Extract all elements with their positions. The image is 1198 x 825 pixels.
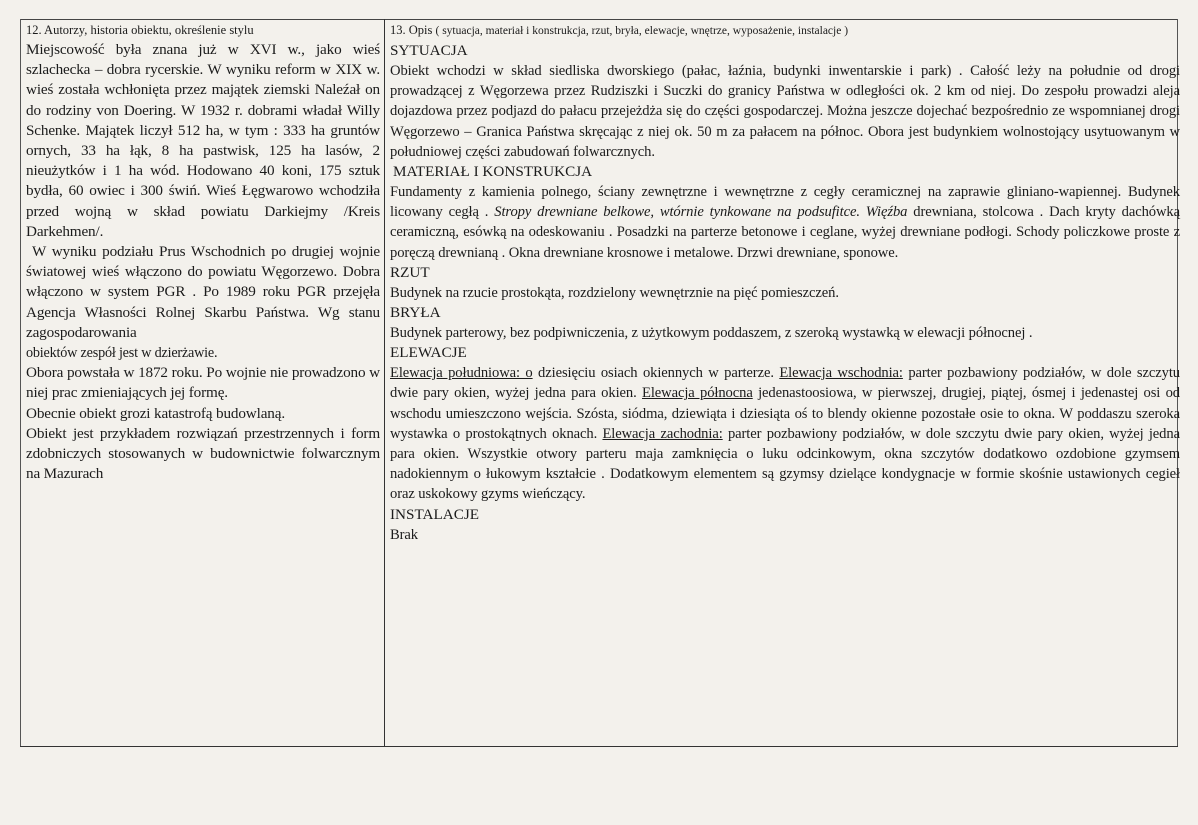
elewacja-polnocna-text: jedenastoosiowa, w pierwszej, drugiej, piątej, ósmej i jedenastej osi od wschodu umieszczono wejścia. Szósta, siódma, dziewiąta i dziesiąta oś to blendy okienne pozostałe osie to okna. W poddaszu szeroka wystawka o prostokątnych oknach.: [390, 385, 1180, 442]
section-material-text: [390, 182, 1180, 263]
top-rule: [20, 19, 1178, 20]
section-bryla-title: BRYŁA: [390, 304, 441, 322]
history-heading: 12. Autorzy, historia obiektu, określenie stylu: [26, 23, 254, 37]
left-rule: [20, 19, 21, 746]
history-paragraph-2: [26, 242, 380, 343]
bottom-rule: [20, 746, 1178, 747]
elewacja-poludniowa-text: dziesięciu osiach okiennych w parterze.: [538, 365, 774, 382]
material-text-b: Stropy drewniane belkowe, wtórnie tynkowane na podsufitce. Więźba: [494, 204, 908, 221]
section-sytuacja-text: Obiekt wchodzi w skład siedliska dworskiego (pałac, łaźnia, budynki inwentarskie i park) . Całość leży na południe od drogi prowadzącej z Węgorzewa przez Rudziszki i Suczki do granicy Państwa w odległości ok. 2 km od niej. Do zespołu prowadzi aleja dojazdowa przez podjazd do pałacu przejeżdża się do części gospodarczej. Można jeszcze dojechać bezpośrednio ze wspomnianej drogi Węgorzewo – Granica Państwa skręcając z niej ok. 50 m za pałacem na północ. Obora jest budynkiem wolnostojący usytuowanym w południowej części zabudowań folwarcznych.: [390, 63, 1180, 160]
elewacja-wschodnia-label: Elewacja wschodnia:: [779, 365, 903, 382]
history-paragraph-1: Miejscowość była znana już w XVI w., jako wieś szlachecka – dobra rycerskie. W wyniku reform w XIX w. wieś została wchłonięta przez majątek ziemski Naleźał on do rodziny von Doering. W 1932 r. dobrami władał Willy Schenke. Majątek liczył 512 ha, w tym : 333 ha gruntów ornych, 33 ha łąk, 8 ha pastwisk, 125 ha lasów, 2 nieużytków i 1 ha wód. Hodowano 40 koni, 175 sztuk bydła, 60 owiec i 300 świń. Wieś Łęgwarowo wchodziła przed wojną w skład powiatu Darkiejmy /Kreis Darkehmen/.: [26, 41, 380, 240]
history-paragraph-3-end: Obecnie obiekt grozi katastrofą budowlaną.: [26, 404, 285, 422]
history-column: [26, 22, 380, 484]
elewacja-wschodnia-text: parter pozbawiony podziałów, w dole szczytu dwie pary okien, wyżej jedna para okien.: [390, 365, 1180, 402]
history-paragraph-2-end: obiektów zespół jest w dzierżawie.: [26, 345, 218, 362]
elewacja-polnocna-label: Elewacja północna: [642, 385, 753, 402]
section-instalacje-title: INSTALACJE: [390, 505, 480, 523]
history-paragraph-2-text: W wyniku podziału Prus Wschodnich po drugiej wojnie światowej wieś włączono do powiatu Węgorzewo. Dobra włączono w system PGR . Po 1989 roku PGR przejęła Agencja Własności Rolnej Skarbu Państwa. Wg stanu zagospodarowania: [26, 243, 380, 341]
elewacja-poludniowa-label: Elewacja południowa: o: [390, 365, 533, 382]
column-divider: [384, 19, 385, 746]
section-elewacje-title: ELEWACJE: [390, 344, 467, 362]
section-rzut-title: RZUT: [390, 263, 430, 281]
description-heading-subtitle: ( sytuacja, materiał i konstrukcja, rzut, bryła, elewacje, wnętrze, wyposażenie, instalacje ): [435, 25, 849, 37]
description-heading-number: 13. Opis: [390, 23, 433, 37]
elewacja-zachodnia-label: Elewacja zachodnia:: [602, 425, 723, 442]
section-elewacje-text: [390, 363, 1180, 504]
material-text-a: Fundamenty z kamienia polnego, ściany zewnętrzne i wewnętrzne z cegły ceramicznej na zaprawie gliniano-wapiennej. Budynek licowany cegłą .: [390, 184, 1180, 221]
description-heading: [390, 22, 1180, 40]
section-material-title: MATERIAŁ I KONSTRUKCJA: [393, 163, 593, 181]
section-rzut-text: Budynek na rzucie prostokąta, rozdzielony wewnętrznie na pięć pomieszczeń.: [390, 284, 839, 301]
material-text-c: drewniana, stolcowa . Dach kryty dachówką ceramiczną, esówką na odeskowaniu . Posadzki na parterze betonowe i ceglane, wyżej drewniane podłogi. Schody policzkowe proste z poręczą drewnianą . Okna drewniane krosnowe i metalowe. Drzwi drewniane, sponowe.: [390, 204, 1180, 261]
elewacja-zachodnia-text: parter pozbawiony podziałów, w dole szczytu dwie pary okien, wyżej jedna para okien. Wszystkie otwory parteru maja zamknięcia o luku odcinkowym, okna szczytów dodatkowo ozdobione gzymsem nadokiennym o łukowym kształcie . Dodatkowym elementem są gzymsy dzielące kondygnacje w formie skośnie ustawionych cegieł oraz uskokowy gzyms wieńczący.: [390, 425, 1180, 503]
history-paragraph-4: Obiekt jest przykładem rozwiązań przestrzennych i form zdobniczych stosowanych w budownictwie folwarcznym na Mazurach: [26, 424, 380, 483]
section-bryla-text: Budynek parterowy, bez podpiwniczenia, z użytkowym poddaszem, z szeroką wystawką w elewacji północnej .: [390, 325, 1033, 342]
section-sytuacja-title: SYTUACJA: [390, 42, 468, 59]
section-instalacje-text: Brak: [390, 526, 418, 543]
description-column: [390, 22, 1180, 545]
history-paragraph-3: Obora powstała w 1872 roku. Po wojnie nie prowadzono w niej prac zmieniających jej formę.: [26, 364, 380, 402]
